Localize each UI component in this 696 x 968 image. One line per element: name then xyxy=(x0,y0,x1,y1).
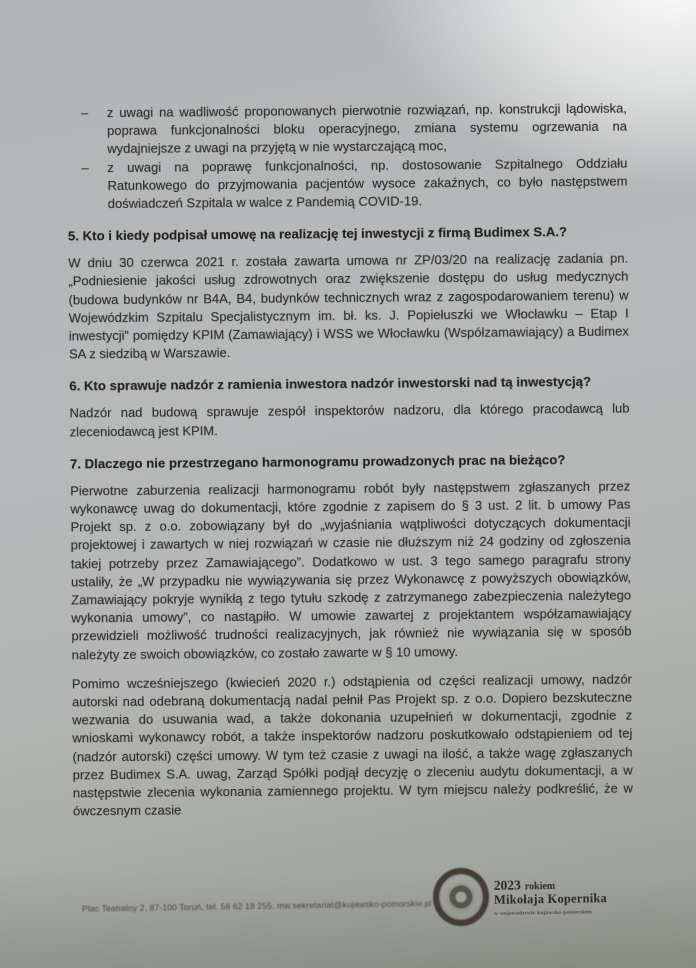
list-item xyxy=(81,154,627,213)
logo-year: 2023 xyxy=(493,877,521,893)
bullet-dash: – xyxy=(81,159,89,175)
question-7-answer-paragraph-2: Pomimo wcześniejszego (kwiecień 2020 r.) odstąpienia od części realizacji umowy, nadzór autorski nad odebraną dokumentacją nadal pełnił Pas Projekt sp. z o.o. Dopiero bezskuteczne wezwania do usuwania wad, a także dokonania uzupełnień w dokumentacji, zgodnie z wnioskami wykonawcy robót, a także inspektorów nadzoru poskutkowało odstąpieniem od tej (nadzór autorski) części umowy. W tym też czasie z uwagi na ilość, a także wagę zgłaszanych przez Budimex S.A. uwag, Zarząd Spółki podjął decyzję o zleceniu audytu dokumentacji, a w następstwie zlecenia wykonania zamiennego projektu. W tym miejscu należy podkreślić, że w ówczesnym czasie xyxy=(71,671,633,819)
question-6-heading: 6. Kto sprawuje nadzór z ramienia inwestora nadzór inwestorski nad tą inwestycją? xyxy=(69,374,592,394)
question-7-answer-paragraph-1: Pierwotne zaburzenia realizacji harmonogramu robót były następstwem zgłaszanych przez wykonawcę uwag do dokumentacji, które zgodnie z zapisem do § 3 ust. 2 lit. b umowy Pas Projekt sp. z o.o. zobowiązany był do „wyjaśniania wątpliwości dotyczących dokumentacji projektowej i zawartych w niej rozwiązań w czasie nie dłuższym niż 24 godziny od zgłoszenia takiej potrzeby przez Zamawiającego”. Dodatkowo w ust. 3 tego samego paragrafu strony ustaliły, że „W przypadku nie wywiązywania się przez Wykonawcę z powyższych obowiązków, Zamawiający pokryje wynikłą z tego tytułu szkodę z zatrzymanego zabezpieczenia należytego wykonania umowy”, co nastąpiło. W umowie zawartej z projektantem współzamawiający przewidzieli możliwość trudności realizacyjnych, jak również nie wywiązania się w sposób należyty ze swoich obowiązków, co zostało zawarte w § 10 umowy. xyxy=(70,478,632,663)
logo-subtitle: w województwie kujawsko-pomorskim xyxy=(494,909,592,917)
logo-name: Mikołaja Kopernika xyxy=(493,891,608,907)
question-5-answer-paragraph: W dniu 30 czerwca 2021 r. została zawarta umowa nr ZP/03/20 na realizację zadania pn. „Podniesienie jakości usług zdrowotnych oraz zwiększenie dostępu do usług medycznych (budowa budynków nr B4A, B4, budynków technicznych wraz z zagospodarowaniem terenu) w Wojewódzkim Szpitalu Specjalistycznym im. bł. ks. J. Popiełuszki we Włocławku – Etap I inwestycji” pomiędzy KPIM (Zamawiający) i WSS we Włocławku (Współzamawiający) a Budimex SA z siedzibą w Warszawie. xyxy=(68,250,629,362)
question-5-heading: 5. Kto i kiedy podpisał umowę na realizację tej inwestycji z firmą Budimex S.A.? xyxy=(67,224,568,244)
question-6-answer-paragraph: Nadzór nad budową sprawuje zespół inspektorów nadzoru, dla którego pracodawcą lub zleceniodawcą jest KPIM. xyxy=(69,400,630,440)
document-page-text xyxy=(67,100,633,832)
footer-address: Plac Teatralny 2, 87-100 Toruń, tel. 56 62 18 255, mw.sekretariat@kujawsko-pomorskie.pl xyxy=(81,898,432,914)
copernicus-year-logo xyxy=(494,877,608,921)
logo-year-suffix: rokiem xyxy=(524,880,556,893)
bullet-text: z uwagi na wadliwość proponowanych pierwotnie rozwiązań, np. konstrukcji lądowiska, poprawa funkcjonalności bloku operacyjnego, zmiana systemu ogrzewania na wydajniejsze z uwagi na przyjętą w nie wystarczającą moc, xyxy=(106,100,628,157)
list-item xyxy=(81,100,627,159)
bullet-list xyxy=(81,100,628,214)
bullet-dash: – xyxy=(80,105,89,121)
question-7-heading: 7. Dlaczego nie przestrzegano harmonogramu prowadzonych prac na bieżąco? xyxy=(69,451,566,472)
bullet-text: z uwagi na poprawę funkcjonalności, np. dostosowanie Szpitalnego Oddziału Ratunkowego do przyjmowania pacjentów wysoce zakaźnych, co było następstwem doświadczeń Szpitala w walce z Pandemią COVID-19. xyxy=(107,155,628,212)
copernicus-medal-icon xyxy=(433,868,489,926)
